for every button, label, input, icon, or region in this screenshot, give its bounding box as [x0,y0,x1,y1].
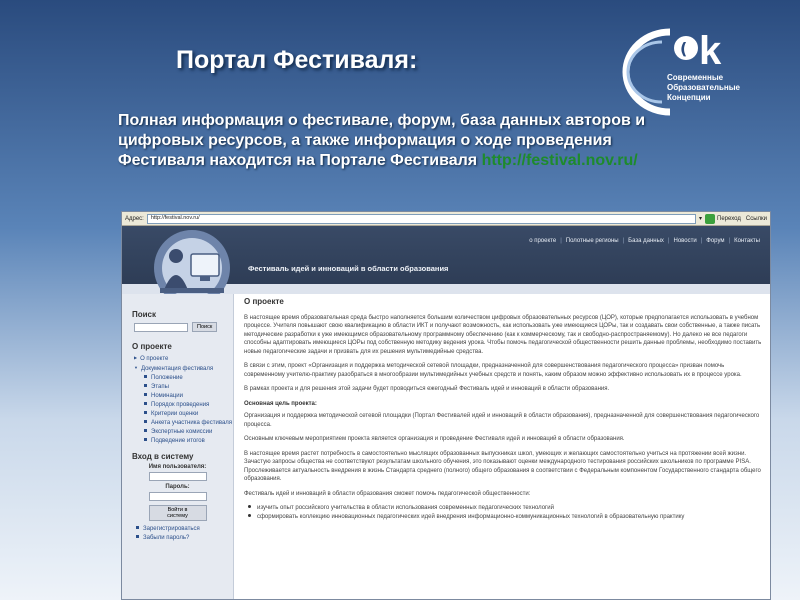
content-paragraph: Основным ключевым мероприятием проекта является организация и проведение Фестиваля идей и инноваций в области образования. [244,436,625,442]
square-bullet-icon [144,402,147,405]
slide-description [118,111,678,171]
submenu-item[interactable]: Критерии оценки [144,410,233,418]
slide-title: Портал Фестиваля: [176,46,418,74]
search-button[interactable]: Поиск [192,322,217,332]
username-input[interactable] [149,472,207,481]
content-paragraph: В рамках проекта и для решения этой задачи будет проводиться ежегодный Фестиваль идей и инноваций в области образования. [244,386,610,392]
banner-title: Фестиваль идей и инноваций в области образования [248,264,449,273]
sidebar [122,294,234,600]
login-heading: Вход в систему [132,452,194,461]
square-bullet-icon [144,429,147,432]
portal-link[interactable]: http://festival.nov.ru/ [481,152,638,169]
links-button[interactable]: Ссылки [745,215,767,222]
forgot-password-link[interactable]: Забыли пароль? [136,534,233,542]
bullet-icon [248,514,251,517]
square-bullet-icon [136,526,139,529]
svg-text:k: k [699,29,722,73]
bullet-icon: ▶ [134,355,138,360]
submenu-item[interactable]: Номинации [144,392,233,400]
browser-screenshot [121,211,771,600]
menu-item-docs[interactable]: ▼ Документация фестиваля [134,365,214,372]
content-bullets [248,504,764,521]
address-field[interactable]: http://festival.nov.ru/ [147,214,696,224]
go-button[interactable]: Переход [717,215,741,222]
search-input[interactable] [134,323,188,332]
submenu-item[interactable]: Подведение итогов [144,437,233,445]
logo-mark-icon [600,20,780,120]
submenu-item[interactable]: Экспертные комиссии [144,428,233,436]
about-menu [134,354,233,373]
square-bullet-icon [136,535,139,538]
nav-item-database[interactable]: База данных [628,238,664,244]
submenu-item[interactable]: Положение [144,374,233,382]
square-bullet-icon [144,375,147,378]
dropdown-arrow-icon[interactable]: ▾ [699,216,703,222]
login-links [136,525,233,542]
svg-text:(: ( [680,39,688,58]
password-label: Пароль: [165,484,190,490]
square-bullet-icon [144,393,147,396]
square-bullet-icon [144,420,147,423]
goal-label: Основная цель проекта: [244,400,317,407]
top-nav: о проекте | Полотные регионы | База данных | Новости | Форум | Контакты [525,238,764,244]
square-bullet-icon [144,438,147,441]
content-paragraph: В настоящее время образовательная среда быстро наполняется большим количеством цифровых образовательных ресурсов (ЦОР), которые предполагается использовать в учебном процессе. Учителя повышают свою квалификацию в области ИКТ и получают возможность, как использовать уже имеющиеся ЦОРы, так и создавать свои собственные, а также писать методические разработки к уже имеющимся образовательному программному обеспечению (как к коммерческому, так и свободно-распространяемому). Но далеко не все педагоги способны адаптировать имеющиеся ЦОРы под собственную методику ведения урока. Чтобы помочь педагогической общественности решить данные проблемы, необходимо поставить новые педагогические задачи и призвать для их решения мультимедийные средства. [244,314,762,355]
login-button[interactable]: Войти в систему [149,505,207,521]
nav-item-news[interactable]: Новости [673,238,697,244]
search-row [134,322,233,332]
main-content [244,298,764,521]
submenu-item[interactable]: Анкета участника фестиваля [144,419,233,427]
search-heading: Поиск [132,310,157,319]
content-paragraph: Организация и поддержка методической сетевой площадки (Портал Фестивалей идей и инноваций в области образования), предназначенной для совершенствования педагогического процесса. [244,413,760,428]
list-item: изучить опыт российского учительства в области использования современных педагогических технологий [248,504,764,513]
nav-item-contacts[interactable]: Контакты [734,238,760,244]
square-bullet-icon [144,384,147,387]
content-heading: О проекте [244,297,284,306]
password-input[interactable] [149,492,207,501]
logo [600,20,780,120]
go-icon[interactable] [705,214,715,224]
content-paragraph: В связи с этим, проект «Организация и поддержка методической сетевой площадки, предназначенной для совершенствования педагогического процесса» призван помочь современному учителю-практику разобраться в многообразии мультимедийных учебных средств и понять, каким образом можно эффективно использовать их в процессе урока. [244,363,742,378]
list-item: сформировать коллекцию инновационных педагогических идей внедрения информационно-коммуникационных технологий в образовательную практику [248,513,764,522]
nav-item-about[interactable]: о проекте [529,238,557,244]
content-paragraph: Фестиваль идей и инноваций в области образования сможет помочь педагогической общественности: [244,490,531,497]
address-bar [122,212,770,226]
menu-item-about[interactable]: ▶ О проекте [134,355,169,362]
submenu-item[interactable]: Порядок проведения [144,401,233,409]
address-label: Адрес: [125,215,144,222]
username-label: Имя пользователя: [148,464,207,470]
square-bullet-icon [144,411,147,414]
nav-item-regions[interactable]: Полотные регионы [565,238,619,244]
content-paragraph: В настоящее время растет потребность в самостоятельно мыслящих образованных выпускниках школ, умеющих и желающих самостоятельно учиться на протяжении всей жизни. Зачастую запросы общества не соответствуют результатам школьного обучения, это показывают оценки международного тестирования российских школьников по программе PISA. Прослеживается актуальность внедрения в жизнь Стандарта среднего (полного) общего образования в соответствии с Федеральным компонентом Государственного стандарта общего образования. [244,450,761,482]
bullet-icon [248,505,251,508]
logo-text: Современные Образовательные Концепции [667,73,741,102]
docs-submenu [144,374,233,445]
about-heading: О проекте [132,342,172,351]
description-text: Полная информация о фестивале, форум, база данных авторов и цифровых ресурсов, а также информация о ходе проведения Фестиваля находится на Портале Фестиваля [118,112,646,169]
web-page [122,226,770,600]
submenu-item[interactable]: Этапы [144,383,233,391]
register-link[interactable]: Зарегистрироваться [136,525,233,533]
nav-item-forum[interactable]: Форум [706,238,725,244]
bullet-icon: ▼ [134,365,138,370]
